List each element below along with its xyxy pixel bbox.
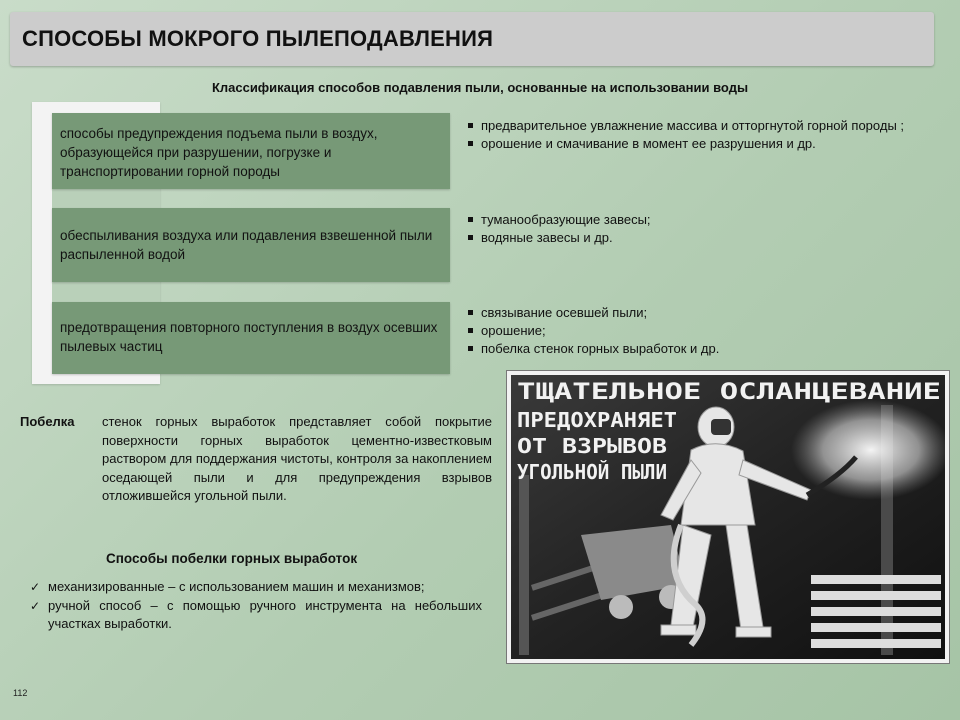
bracket-gap <box>52 188 160 208</box>
page-number: 112 <box>13 688 28 698</box>
square-bullet-icon <box>468 217 473 222</box>
bullet-list-resettled-dust <box>466 304 936 358</box>
square-bullet-icon <box>468 123 473 128</box>
checkmark-icon: ✓ <box>30 580 41 594</box>
list-item: ✓ механизированные – с использованием машин и механизмов; <box>30 578 482 597</box>
pobelka-definition <box>20 413 492 506</box>
checkmark-icon: ✓ <box>30 598 41 613</box>
method-text: предотвращения повторного поступления в воздух осевших пылевых частиц <box>60 320 438 354</box>
square-bullet-icon <box>468 310 473 315</box>
method-box-resettled-dust <box>52 302 450 374</box>
poster-line: ПРЕДОХРАНЯЕТ <box>517 408 677 432</box>
list-item: туманообразующие завесы; <box>466 211 936 229</box>
list-item: предварительное увлажнение массива и отторгнутой горной породы ; <box>466 117 936 135</box>
square-bullet-icon <box>468 328 473 333</box>
respirator-mask <box>711 419 731 435</box>
list-item: орошение и смачивание в момент ее разрушения и др. <box>466 135 936 153</box>
poster-headline: ТЩАТЕЛЬНОЕ ОСЛАНЦЕВАНИЕ <box>517 380 941 405</box>
poster-illustration <box>511 375 945 659</box>
square-bullet-icon <box>468 141 473 146</box>
list-item: орошение; <box>466 322 936 340</box>
method-box-prevention <box>52 113 450 189</box>
title-bar <box>10 12 934 66</box>
bullet-list-air-dedusting <box>466 211 936 247</box>
pobelka-description: стенок горных выработок представляет собой покрытие поверхности горных выработок цементно-известковым раствором для поддержания чистоты, контроля за накоплением оседающей пыли и для предупреждения взрывов отложившейся угольной пыли. <box>102 414 492 503</box>
page-title: СПОСОБЫ МОКРОГО ПЫЛЕПОДАВЛЕНИЯ <box>22 26 494 51</box>
poster-line: ОТ ВЗРЫВОВ <box>517 434 667 458</box>
cart-wheel <box>609 595 633 619</box>
method-box-air-dedusting <box>52 208 450 282</box>
list-item: связывание осевшей пыли; <box>466 304 936 322</box>
square-bullet-icon <box>468 346 473 351</box>
classification-subtitle: Классификация способов подавления пыли, основанные на использовании воды <box>211 80 749 95</box>
poster-line: УГОЛЬНОЙ ПЫЛИ <box>517 460 667 484</box>
bracket-gap <box>52 282 160 302</box>
list-item: ✓ ручной способ – с помощью ручного инструмента на небольших участках выработки. <box>30 597 482 631</box>
safety-poster <box>506 370 950 664</box>
whitewash-methods-list <box>30 578 482 634</box>
whitewash-methods-title: Способы побелки горных выработок <box>106 551 358 566</box>
timber-prop <box>519 475 529 655</box>
bullet-list-prevention <box>466 117 936 153</box>
method-text: способы предупреждения подъема пыли в воздух, образующейся при разрушении, погрузке и транспортировании горной породы <box>60 126 378 179</box>
pobelka-term: Побелка <box>20 414 75 429</box>
square-bullet-icon <box>468 235 473 240</box>
dust-spray <box>791 400 945 500</box>
method-text: обеспыливания воздуха или подавления взвешенной пыли распыленной водой <box>60 228 433 262</box>
list-item: побелка стенок горных выработок и др. <box>466 340 936 358</box>
list-item: водяные завесы и др. <box>466 229 936 247</box>
